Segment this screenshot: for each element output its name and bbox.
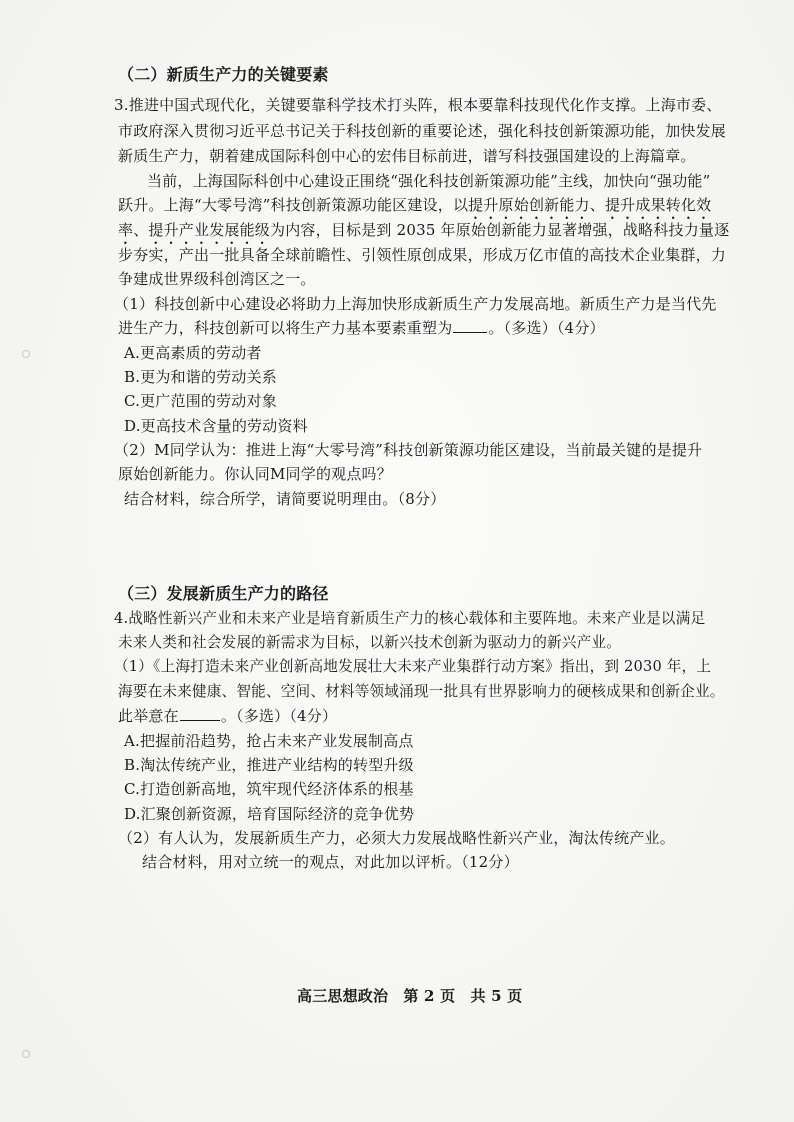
q3-2-stem: （2）M同学认为：推进上海“大零号湾”科技创新策源功能区建设，当前最关键的是提升 <box>114 441 703 459</box>
q3-1-stem: （1）科技创新中心建设必将助力上海加快形成新质生产力发展高地。新质生产力是当代先 <box>114 295 717 313</box>
answer-blank[interactable] <box>180 706 220 721</box>
page-footer: 高三思想政治 第 2 页 共 5 页 <box>297 987 523 1005</box>
emphasis-text: 提升原始创新能力 <box>468 196 590 214</box>
q4-1-stem <box>118 705 337 727</box>
section-3-heading: （三）发展新质生产力的路径 <box>118 584 329 603</box>
answer-blank[interactable] <box>453 318 487 333</box>
scan-mark <box>22 1050 30 1058</box>
text-segment: 进生产力，科技创新可以将生产力基本要素重塑为 <box>118 319 453 337</box>
section-2-heading: （二）新质生产力的关键要素 <box>118 65 329 84</box>
text-segment: 。（多选）（4分） <box>488 319 605 337</box>
q4-1-stem: （1）《上海打造未来产业创新高地发展壮大未来产业集群行动方案》指出，到 2030 年，上 <box>114 658 712 675</box>
q4-1-stem: 海要在未来健康、智能、空间、材料等领域涌现一批具有世界影响力的硬核成果和创新企业。 <box>118 683 725 700</box>
q3-material-line: 3.推进中国式现代化，关键要靠科学技术打头阵，根本要靠科技现代化作支撑。上海市委、 <box>114 96 722 114</box>
text-segment: 、 <box>589 196 605 214</box>
q3-1-option-b: B.更为和谐的劳动关系 <box>124 368 277 386</box>
q4-1-option-b: B.淘汰传统产业，推进产业结构的转型升级 <box>124 756 414 774</box>
q4-material-line: 4.战略性新兴产业和未来产业是培育新质生产力的核心载体和主要阵地。未来产业是以满足 <box>114 610 706 627</box>
q4-2-stem: （2）有人认为，发展新质生产力，必须大力发展战略性新兴产业，淘汰传统产业。 <box>118 829 675 847</box>
q3-material-line: 当前，上海国际科创中心建设正围绕“强化科技创新策源功能”主线，加快向“强功能” <box>147 172 711 190</box>
q4-material-line: 未来人类和社会发展的新需求为目标，以新兴技术创新为驱动力的新兴产业。 <box>118 634 621 651</box>
q3-material-line: 步夯实，产出一批具备全球前瞻性、引领性原创成果，形成万亿市值的高技术企业集群，力 <box>118 246 727 264</box>
q4-2-instruction: 结合材料，用对立统一的观点，对此加以评析。（12分） <box>142 853 519 871</box>
q3-1-option-d: D.更高技术含量的劳动资料 <box>124 417 308 435</box>
text-segment: 此举意在 <box>118 707 179 725</box>
q3-1-option-c: C.更广范围的劳动对象 <box>124 392 277 410</box>
text-segment: 跃升。上海“大零号湾”科技创新策源功能区建设，以 <box>118 196 469 214</box>
q4-1-option-d: D.汇聚创新资源，培育国际经济的竞争优势 <box>124 805 415 823</box>
emphasis-text: 提升产业发展能级 <box>148 221 271 239</box>
text-segment: 、 <box>133 221 149 239</box>
text-segment: 为内容，目标是到 2035 年原始创新能力显著增强，战略科技力量逐 <box>270 221 730 239</box>
q3-material-line: 市政府深入贯彻习近平总书记关于科技创新的重要论述，强化科技创新策源功能，加快发展 <box>118 122 727 140</box>
q4-1-option-c: C.打造创新高地，筑牢现代经济体系的根基 <box>124 780 414 798</box>
q3-material-line: 新质生产力，朝着建成国际科创中心的宏伟目标前进，谱写科技强国建设的上海篇章。 <box>118 147 696 165</box>
emphasis-text: 提升成果转化效 <box>604 196 712 214</box>
text-segment: 。（多选）（4分） <box>220 707 338 725</box>
scan-mark <box>22 350 30 358</box>
q3-material-line: 争建成世界级科创湾区之一。 <box>118 270 316 288</box>
q3-1-stem <box>118 317 605 339</box>
q4-1-option-a: A.把握前沿趋势，抢占未来产业发展制高点 <box>124 732 414 750</box>
q3-2-instruction: 结合材料，综合所学，请简要说明理由。（8分） <box>124 490 446 508</box>
q3-2-stem: 原始创新能力。你认同M同学的观点吗？ <box>118 465 392 483</box>
q3-1-option-a: A.更高素质的劳动者 <box>124 344 262 362</box>
emphasis-text: 率 <box>118 221 134 239</box>
